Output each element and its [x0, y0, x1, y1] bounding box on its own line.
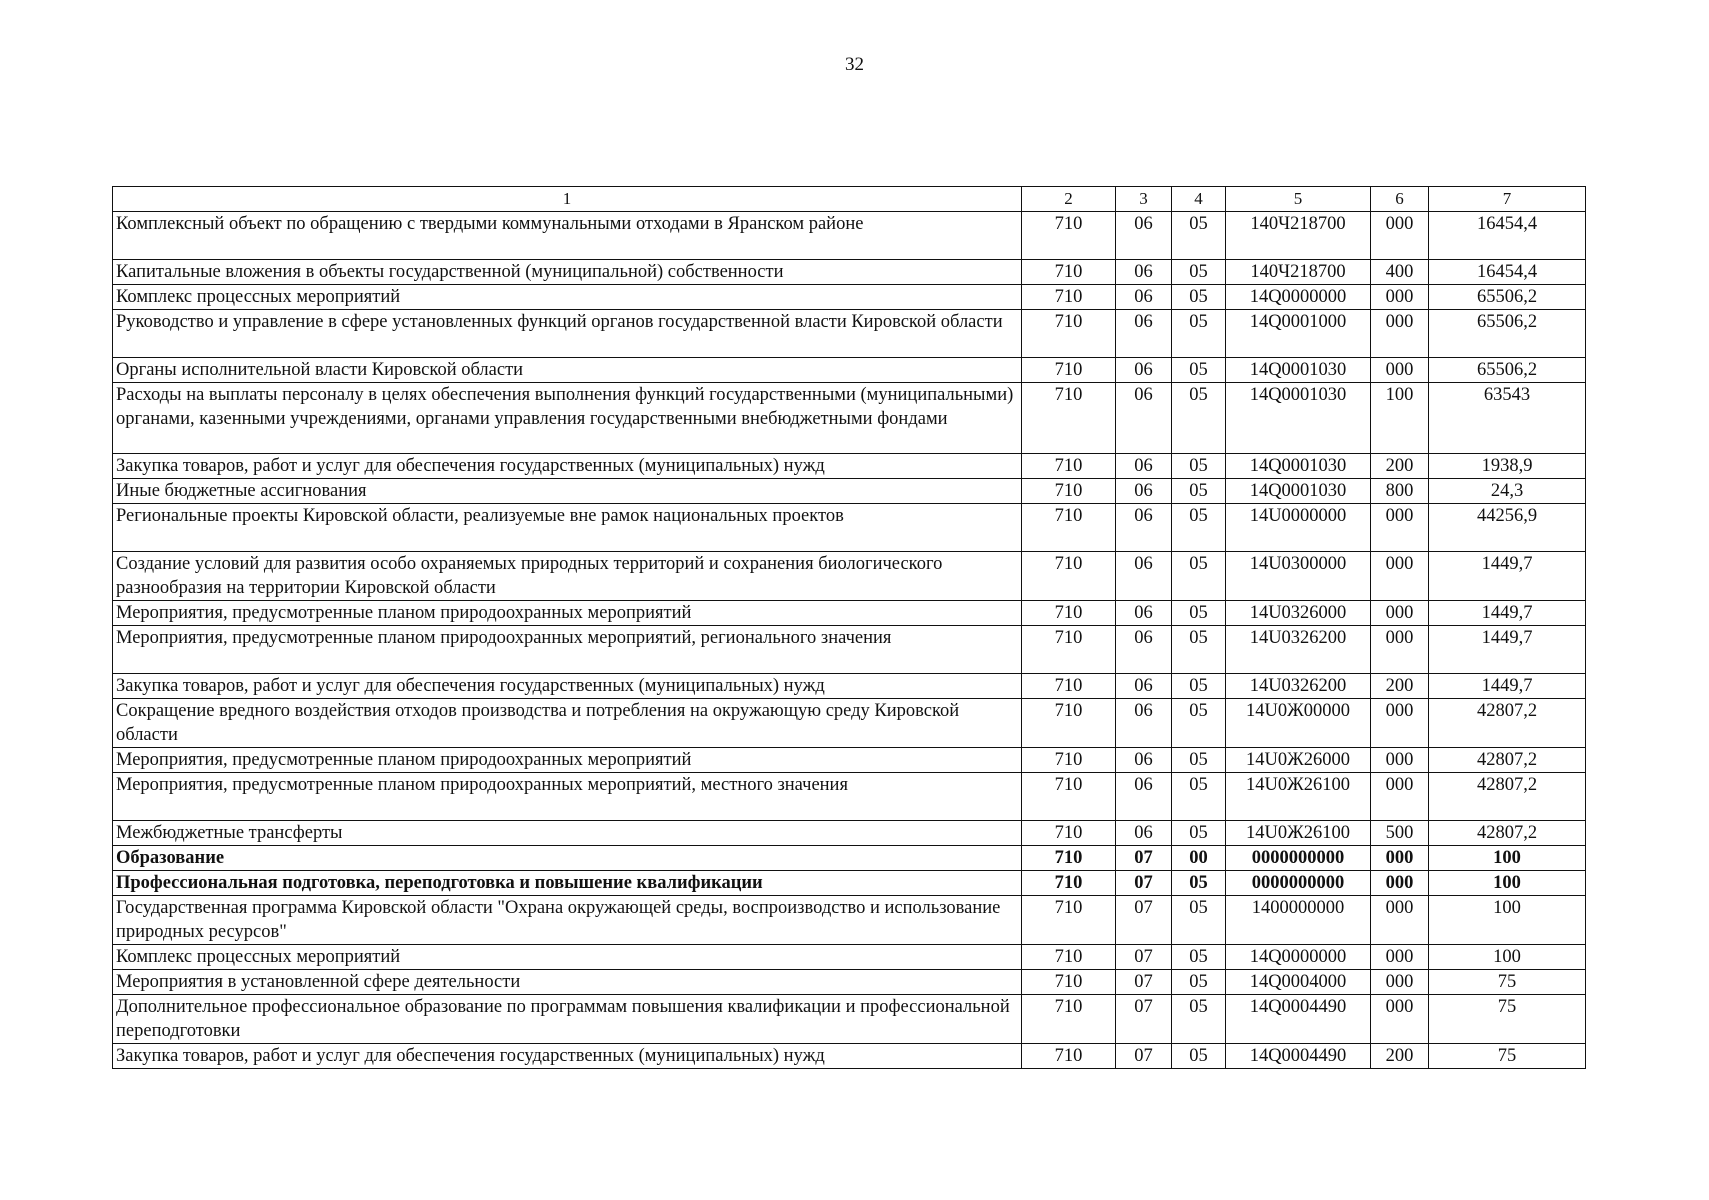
target-article-cell: 14U0326000 [1226, 601, 1371, 626]
row-name-cell: Расходы на выплаты персоналу в целях обеспечения выполнения функций государственными (муниципальными) органами, казенными учреждениями, органами управления государственными внебюджетными фондами [113, 383, 1022, 454]
amount-cell: 100 [1429, 896, 1586, 945]
amount-cell: 75 [1429, 1044, 1586, 1069]
section-cell: 06 [1116, 383, 1172, 454]
target-article-cell: 14Q0001000 [1226, 310, 1371, 358]
code-cell: 710 [1022, 821, 1116, 846]
subsection-cell: 05 [1172, 821, 1226, 846]
table-row [113, 626, 1586, 674]
subsection-cell: 00 [1172, 846, 1226, 871]
expense-type-cell: 200 [1371, 454, 1429, 479]
expense-type-cell: 800 [1371, 479, 1429, 504]
subsection-cell: 05 [1172, 310, 1226, 358]
table-row [113, 310, 1586, 358]
code-cell: 710 [1022, 748, 1116, 773]
expense-type-cell: 000 [1371, 552, 1429, 601]
table-row [113, 1044, 1586, 1069]
table-row [113, 896, 1586, 945]
section-cell: 06 [1116, 358, 1172, 383]
amount-cell: 44256,9 [1429, 504, 1586, 552]
expense-type-cell: 100 [1371, 383, 1429, 454]
section-cell: 06 [1116, 260, 1172, 285]
table-row [113, 871, 1586, 896]
section-cell: 06 [1116, 626, 1172, 674]
code-cell: 710 [1022, 945, 1116, 970]
target-article-cell: 14U0326200 [1226, 626, 1371, 674]
column-header: 3 [1116, 187, 1172, 212]
amount-cell: 1449,7 [1429, 626, 1586, 674]
code-cell: 710 [1022, 285, 1116, 310]
section-cell: 07 [1116, 970, 1172, 995]
code-cell: 710 [1022, 601, 1116, 626]
section-cell: 07 [1116, 945, 1172, 970]
amount-cell: 100 [1429, 871, 1586, 896]
section-cell: 06 [1116, 212, 1172, 260]
table-body [113, 212, 1586, 1069]
budget-table [112, 186, 1586, 1069]
table-row [113, 358, 1586, 383]
expense-type-cell: 000 [1371, 773, 1429, 821]
amount-cell: 65506,2 [1429, 285, 1586, 310]
table-row [113, 212, 1586, 260]
amount-cell: 1449,7 [1429, 601, 1586, 626]
subsection-cell: 05 [1172, 358, 1226, 383]
section-cell: 06 [1116, 310, 1172, 358]
expense-type-cell: 500 [1371, 821, 1429, 846]
row-name-cell: Создание условий для развития особо охраняемых природных территорий и сохранения биологического разнообразия на территории Кировской области [113, 552, 1022, 601]
target-article-cell: 14U0000000 [1226, 504, 1371, 552]
subsection-cell: 05 [1172, 479, 1226, 504]
expense-type-cell: 000 [1371, 871, 1429, 896]
subsection-cell: 05 [1172, 260, 1226, 285]
amount-cell: 24,3 [1429, 479, 1586, 504]
code-cell: 710 [1022, 626, 1116, 674]
code-cell: 710 [1022, 383, 1116, 454]
table-row [113, 748, 1586, 773]
row-name-cell: Комплекс процессных мероприятий [113, 285, 1022, 310]
row-name-cell: Региональные проекты Кировской области, реализуемые вне рамок национальных проектов [113, 504, 1022, 552]
table-row [113, 821, 1586, 846]
target-article-cell: 14U0300000 [1226, 552, 1371, 601]
section-cell: 06 [1116, 773, 1172, 821]
expense-type-cell: 000 [1371, 504, 1429, 552]
amount-cell: 42807,2 [1429, 821, 1586, 846]
section-cell: 06 [1116, 454, 1172, 479]
row-name-cell: Мероприятия в установленной сфере деятельности [113, 970, 1022, 995]
section-cell: 07 [1116, 995, 1172, 1044]
code-cell: 710 [1022, 970, 1116, 995]
table-row [113, 601, 1586, 626]
code-cell: 710 [1022, 1044, 1116, 1069]
amount-cell: 16454,4 [1429, 260, 1586, 285]
column-header: 2 [1022, 187, 1116, 212]
code-cell: 710 [1022, 310, 1116, 358]
row-name-cell: Мероприятия, предусмотренные планом природоохранных мероприятий [113, 748, 1022, 773]
code-cell: 710 [1022, 995, 1116, 1044]
section-cell: 07 [1116, 896, 1172, 945]
target-article-cell: 14Q0001030 [1226, 454, 1371, 479]
section-cell: 06 [1116, 699, 1172, 748]
code-cell: 710 [1022, 479, 1116, 504]
expense-type-cell: 200 [1371, 1044, 1429, 1069]
code-cell: 710 [1022, 699, 1116, 748]
subsection-cell: 05 [1172, 552, 1226, 601]
target-article-cell: 14Q0004490 [1226, 1044, 1371, 1069]
row-name-cell: Капитальные вложения в объекты государственной (муниципальной) собственности [113, 260, 1022, 285]
target-article-cell: 1400000000 [1226, 896, 1371, 945]
expense-type-cell: 000 [1371, 358, 1429, 383]
target-article-cell: 14Q0004000 [1226, 970, 1371, 995]
amount-cell: 65506,2 [1429, 358, 1586, 383]
amount-cell: 75 [1429, 995, 1586, 1044]
subsection-cell: 05 [1172, 1044, 1226, 1069]
row-name-cell: Образование [113, 846, 1022, 871]
subsection-cell: 05 [1172, 945, 1226, 970]
expense-type-cell: 000 [1371, 846, 1429, 871]
section-cell: 07 [1116, 1044, 1172, 1069]
expense-type-cell: 000 [1371, 970, 1429, 995]
table-row [113, 995, 1586, 1044]
subsection-cell: 05 [1172, 699, 1226, 748]
subsection-cell: 05 [1172, 674, 1226, 699]
subsection-cell: 05 [1172, 601, 1226, 626]
table-row [113, 383, 1586, 454]
amount-cell: 75 [1429, 970, 1586, 995]
amount-cell: 1938,9 [1429, 454, 1586, 479]
table-row [113, 699, 1586, 748]
row-name-cell: Комплекс процессных мероприятий [113, 945, 1022, 970]
section-cell: 06 [1116, 674, 1172, 699]
expense-type-cell: 000 [1371, 626, 1429, 674]
target-article-cell: 14U0326200 [1226, 674, 1371, 699]
row-name-cell: Закупка товаров, работ и услуг для обеспечения государственных (муниципальных) нужд [113, 454, 1022, 479]
expense-type-cell: 000 [1371, 699, 1429, 748]
table-row [113, 454, 1586, 479]
page-number: 32 [845, 54, 864, 75]
code-cell: 710 [1022, 454, 1116, 479]
subsection-cell: 05 [1172, 970, 1226, 995]
code-cell: 710 [1022, 896, 1116, 945]
target-article-cell: 140Ч218700 [1226, 260, 1371, 285]
row-name-cell: Дополнительное профессиональное образование по программам повышения квалификации и профессиональной переподготовки [113, 995, 1022, 1044]
target-article-cell: 14U0Ж26000 [1226, 748, 1371, 773]
column-header: 6 [1371, 187, 1429, 212]
section-cell: 07 [1116, 871, 1172, 896]
table-row [113, 846, 1586, 871]
subsection-cell: 05 [1172, 773, 1226, 821]
code-cell: 710 [1022, 846, 1116, 871]
subsection-cell: 05 [1172, 285, 1226, 310]
subsection-cell: 05 [1172, 504, 1226, 552]
header-row [113, 187, 1586, 212]
expense-type-cell: 000 [1371, 285, 1429, 310]
subsection-cell: 05 [1172, 995, 1226, 1044]
target-article-cell: 140Ч218700 [1226, 212, 1371, 260]
row-name-cell: Иные бюджетные ассигнования [113, 479, 1022, 504]
table-row [113, 970, 1586, 995]
column-header: 1 [113, 187, 1022, 212]
table-row [113, 552, 1586, 601]
section-cell: 06 [1116, 552, 1172, 601]
row-name-cell: Профессиональная подготовка, переподготовка и повышение квалификации [113, 871, 1022, 896]
column-header: 7 [1429, 187, 1586, 212]
table-row [113, 260, 1586, 285]
target-article-cell: 14U0Ж00000 [1226, 699, 1371, 748]
row-name-cell: Мероприятия, предусмотренные планом природоохранных мероприятий, местного значения [113, 773, 1022, 821]
row-name-cell: Сокращение вредного воздействия отходов производства и потребления на окружающую среду Кировской области [113, 699, 1022, 748]
table-row [113, 479, 1586, 504]
subsection-cell: 05 [1172, 212, 1226, 260]
section-cell: 06 [1116, 285, 1172, 310]
row-name-cell: Межбюджетные трансферты [113, 821, 1022, 846]
row-name-cell: Мероприятия, предусмотренные планом природоохранных мероприятий [113, 601, 1022, 626]
section-cell: 06 [1116, 821, 1172, 846]
column-header: 5 [1226, 187, 1371, 212]
subsection-cell: 05 [1172, 896, 1226, 945]
section-cell: 06 [1116, 479, 1172, 504]
amount-cell: 1449,7 [1429, 552, 1586, 601]
target-article-cell: 14Q0001030 [1226, 358, 1371, 383]
amount-cell: 16454,4 [1429, 212, 1586, 260]
table-row [113, 674, 1586, 699]
target-article-cell: 0000000000 [1226, 871, 1371, 896]
code-cell: 710 [1022, 212, 1116, 260]
expense-type-cell: 200 [1371, 674, 1429, 699]
expense-type-cell: 000 [1371, 945, 1429, 970]
row-name-cell: Руководство и управление в сфере установленных функций органов государственной власти Кировской области [113, 310, 1022, 358]
code-cell: 710 [1022, 260, 1116, 285]
section-cell: 06 [1116, 748, 1172, 773]
section-cell: 07 [1116, 846, 1172, 871]
target-article-cell: 14Q0000000 [1226, 285, 1371, 310]
code-cell: 710 [1022, 773, 1116, 821]
expense-type-cell: 000 [1371, 995, 1429, 1044]
expense-type-cell: 000 [1371, 601, 1429, 626]
target-article-cell: 0000000000 [1226, 846, 1371, 871]
target-article-cell: 14Q0001030 [1226, 383, 1371, 454]
amount-cell: 42807,2 [1429, 773, 1586, 821]
amount-cell: 1449,7 [1429, 674, 1586, 699]
target-article-cell: 14Q0000000 [1226, 945, 1371, 970]
row-name-cell: Закупка товаров, работ и услуг для обеспечения государственных (муниципальных) нужд [113, 1044, 1022, 1069]
target-article-cell: 14U0Ж26100 [1226, 821, 1371, 846]
table-row [113, 773, 1586, 821]
amount-cell: 42807,2 [1429, 699, 1586, 748]
code-cell: 710 [1022, 871, 1116, 896]
table-row [113, 285, 1586, 310]
subsection-cell: 05 [1172, 626, 1226, 674]
target-article-cell: 14Q0004490 [1226, 995, 1371, 1044]
section-cell: 06 [1116, 504, 1172, 552]
amount-cell: 42807,2 [1429, 748, 1586, 773]
subsection-cell: 05 [1172, 383, 1226, 454]
expense-type-cell: 000 [1371, 896, 1429, 945]
code-cell: 710 [1022, 674, 1116, 699]
expense-type-cell: 400 [1371, 260, 1429, 285]
row-name-cell: Государственная программа Кировской области "Охрана окружающей среды, воспроизводство и использование природных ресурсов" [113, 896, 1022, 945]
amount-cell: 63543 [1429, 383, 1586, 454]
expense-type-cell: 000 [1371, 212, 1429, 260]
table-row [113, 504, 1586, 552]
row-name-cell: Мероприятия, предусмотренные планом природоохранных мероприятий, регионального значения [113, 626, 1022, 674]
subsection-cell: 05 [1172, 748, 1226, 773]
code-cell: 710 [1022, 358, 1116, 383]
amount-cell: 65506,2 [1429, 310, 1586, 358]
column-header: 4 [1172, 187, 1226, 212]
code-cell: 710 [1022, 552, 1116, 601]
code-cell: 710 [1022, 504, 1116, 552]
row-name-cell: Органы исполнительной власти Кировской области [113, 358, 1022, 383]
expense-type-cell: 000 [1371, 310, 1429, 358]
amount-cell: 100 [1429, 945, 1586, 970]
row-name-cell: Закупка товаров, работ и услуг для обеспечения государственных (муниципальных) нужд [113, 674, 1022, 699]
expense-type-cell: 000 [1371, 748, 1429, 773]
table-row [113, 945, 1586, 970]
target-article-cell: 14U0Ж26100 [1226, 773, 1371, 821]
target-article-cell: 14Q0001030 [1226, 479, 1371, 504]
row-name-cell: Комплексный объект по обращению с твердыми коммунальными отходами в Яранском районе [113, 212, 1022, 260]
amount-cell: 100 [1429, 846, 1586, 871]
subsection-cell: 05 [1172, 454, 1226, 479]
subsection-cell: 05 [1172, 871, 1226, 896]
section-cell: 06 [1116, 601, 1172, 626]
